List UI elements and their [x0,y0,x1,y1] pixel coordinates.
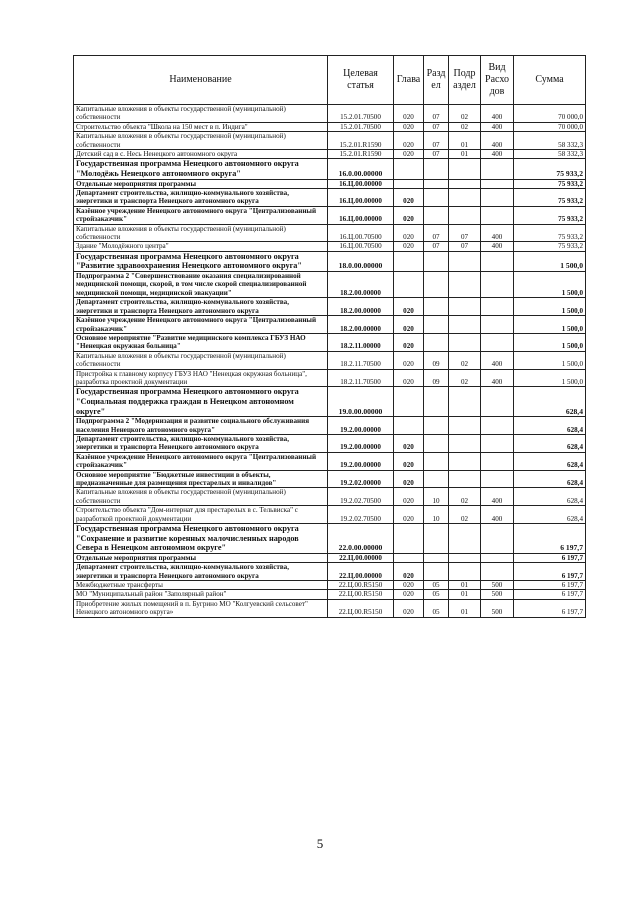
table-row [74,298,586,316]
row-chapter: 020 [394,132,424,150]
row-expense-type [481,206,514,224]
row-chapter: 020 [394,298,424,316]
row-subsection [449,434,481,452]
table-row [74,387,586,417]
row-chapter: 020 [394,150,424,159]
row-name: Приобретение жилых помещений в п. Бугрино МО "Колгуевский сельсовет" Ненецкого автономного округа» [74,599,328,617]
row-section [424,189,449,207]
header-section: Разд ел [424,56,449,105]
row-target: 22.Ц.00.R5150 [328,599,394,617]
row-subsection [449,417,481,435]
row-subsection: 07 [449,224,481,242]
row-chapter: 020 [394,316,424,334]
table-row [74,590,586,599]
row-name: МО "Муниципальный район "Заполярный район" [74,590,328,599]
row-expense-type: 500 [481,599,514,617]
row-amount: 75 933,2 [514,206,586,224]
row-expense-type: 400 [481,369,514,387]
row-expense-type [481,524,514,554]
row-subsection: 01 [449,590,481,599]
row-section [424,272,449,298]
row-target: 19.2.00.00000 [328,434,394,452]
row-section [424,298,449,316]
row-expense-type: 400 [481,150,514,159]
budget-table [73,55,586,618]
row-amount: 6 197,7 [514,599,586,617]
row-chapter: 020 [394,452,424,470]
row-subsection: 02 [449,351,481,369]
row-name: Департамент строительства, жилищно-коммунального хозяйства, энергетики и транспорта Ненецкого автономного округа [74,434,328,452]
row-chapter: 020 [394,242,424,251]
row-expense-type [481,387,514,417]
row-section: 10 [424,506,449,524]
header-expense-type: Вид Расхо дов [481,56,514,105]
row-name: Основное мероприятие "Развитие медицинского комплекса ГБУЗ НАО "Ненецкая окружная больница" [74,333,328,351]
row-section [424,470,449,488]
row-target: 18.2.00.00000 [328,316,394,334]
row-target: 18.2.11.00000 [328,333,394,351]
row-name: Государственная программа Ненецкого автономного округа "Социальная поддержка граждан в Ненецком автономном округе" [74,387,328,417]
table-row [74,224,586,242]
row-subsection [449,553,481,562]
table-row [74,251,586,271]
row-section [424,316,449,334]
row-subsection [449,387,481,417]
row-name: Департамент строительства, жилищно-коммунального хозяйства, энергетики и транспорта Ненецкого автономного округа [74,189,328,207]
row-amount: 628,4 [514,452,586,470]
row-name: Капитальные вложения в объекты государственной (муниципальной) собственности [74,132,328,150]
row-name: Казённое учреждение Ненецкого автономного округа "Централизованный стройзаказчик" [74,316,328,334]
row-chapter [394,179,424,188]
table-row [74,417,586,435]
row-expense-type [481,189,514,207]
row-chapter: 020 [394,470,424,488]
row-subsection [449,563,481,581]
row-name: Государственная программа Ненецкого автономного округа "Развитие здравоохранения Ненецкого автономного округа" [74,251,328,271]
row-name: Детский сад в с. Несь Ненецкого автономного округа [74,150,328,159]
row-section: 05 [424,599,449,617]
row-subsection: 02 [449,105,481,123]
row-amount: 58 332,3 [514,150,586,159]
row-amount: 628,4 [514,506,586,524]
row-expense-type: 500 [481,590,514,599]
budget-sheet [73,55,585,618]
table-row [74,179,586,188]
row-chapter [394,417,424,435]
row-amount: 58 332,3 [514,132,586,150]
row-section [424,524,449,554]
row-target: 15.2.01.70500 [328,105,394,123]
row-target: 18.2.00.00000 [328,298,394,316]
table-row [74,452,586,470]
row-name: Казённое учреждение Ненецкого автономного округа "Централизованный стройзаказчик" [74,206,328,224]
row-subsection [449,206,481,224]
row-subsection [449,470,481,488]
row-target: 22.Ц.00.R5150 [328,581,394,590]
row-name: Отдельные мероприятия программы [74,553,328,562]
row-section [424,553,449,562]
row-expense-type [481,316,514,334]
row-amount: 1 500,0 [514,333,586,351]
row-chapter: 020 [394,369,424,387]
header-amount: Сумма [514,56,586,105]
table-row [74,553,586,562]
row-subsection [449,316,481,334]
row-amount: 628,4 [514,488,586,506]
table-row [74,333,586,351]
row-amount: 628,4 [514,417,586,435]
table-row [74,369,586,387]
table-row [74,470,586,488]
row-name: Департамент строительства, жилищно-коммунального хозяйства, энергетики и транспорта Ненецкого автономного округа [74,298,328,316]
row-subsection [449,298,481,316]
header-subsection: Подр аздел [449,56,481,105]
row-amount: 1 500,0 [514,251,586,271]
row-expense-type [481,298,514,316]
row-name: Межбюджетные трансферты [74,581,328,590]
row-target: 15.2.01.R1590 [328,132,394,150]
row-subsection [449,159,481,179]
row-expense-type [481,553,514,562]
row-amount: 70 000,0 [514,122,586,131]
row-amount: 628,4 [514,434,586,452]
row-chapter [394,387,424,417]
row-section: 07 [424,105,449,123]
row-target: 16.Ц.00.00000 [328,206,394,224]
row-section: 07 [424,242,449,251]
row-target: 19.2.00.00000 [328,452,394,470]
table-row [74,189,586,207]
row-subsection [449,189,481,207]
row-target: 22.0.00.00000 [328,524,394,554]
table-row [74,524,586,554]
row-target: 19.2.00.00000 [328,417,394,435]
row-expense-type: 400 [481,351,514,369]
table-row [74,581,586,590]
row-expense-type: 400 [481,122,514,131]
row-section [424,179,449,188]
row-amount: 6 197,7 [514,553,586,562]
row-subsection: 01 [449,150,481,159]
row-name: Подпрограмма 2 "Модернизация и развитие социального обслуживания населения Ненецкого автономного округа" [74,417,328,435]
row-chapter: 020 [394,206,424,224]
header-name: Наименование [74,56,328,105]
row-expense-type: 400 [481,105,514,123]
row-chapter: 020 [394,122,424,131]
row-expense-type [481,251,514,271]
row-target: 18.2.11.70500 [328,351,394,369]
row-amount: 75 933,2 [514,159,586,179]
row-name: Строительство объекта "Дом-интернат для престарелых в с. Тельвиска" с разработкой проектной документации [74,506,328,524]
row-chapter: 020 [394,599,424,617]
row-subsection: 01 [449,581,481,590]
row-name: Государственная программа Ненецкого автономного округа "Сохранение и развитие коренных малочисленных народов Севера в Ненецком автономном округе" [74,524,328,554]
row-section: 07 [424,150,449,159]
row-subsection [449,272,481,298]
row-name: Основное мероприятие "Бюджетные инвестиции в объекты, предназначенные для размещения престарелых и инвалидов" [74,470,328,488]
table-row [74,122,586,131]
page-number: 5 [316,836,324,851]
row-target: 15.2.01.70500 [328,122,394,131]
table-row [74,506,586,524]
row-expense-type: 400 [481,506,514,524]
row-target: 22.Ц.00.00000 [328,553,394,562]
row-subsection [449,452,481,470]
row-section: 07 [424,132,449,150]
row-target: 22.Ц.00.00000 [328,563,394,581]
row-chapter [394,553,424,562]
row-name: Капитальные вложения в объекты государственной (муниципальной) собственности [74,351,328,369]
table-row [74,272,586,298]
row-amount: 6 197,7 [514,581,586,590]
header-chapter: Глава [394,56,424,105]
row-section [424,387,449,417]
row-expense-type: 500 [481,581,514,590]
row-chapter: 020 [394,351,424,369]
row-chapter: 020 [394,434,424,452]
table-header-row [74,56,586,105]
row-section [424,206,449,224]
row-name: Департамент строительства, жилищно-коммунального хозяйства, энергетики и транспорта Ненецкого автономного округа [74,563,328,581]
row-section: 05 [424,590,449,599]
row-expense-type [481,417,514,435]
row-expense-type [481,272,514,298]
table-row [74,488,586,506]
row-chapter: 020 [394,563,424,581]
row-name: Строительство объекта "Школа на 150 мест в п. Индига" [74,122,328,131]
row-chapter: 020 [394,105,424,123]
row-chapter: 020 [394,488,424,506]
row-target: 16.Ц.00.00000 [328,189,394,207]
row-subsection: 02 [449,488,481,506]
row-target: 19.2.02.70500 [328,488,394,506]
row-subsection [449,179,481,188]
row-target: 16.0.00.00000 [328,159,394,179]
row-section [424,434,449,452]
row-name: Казённое учреждение Ненецкого автономного округа "Централизованный стройзаказчик" [74,452,328,470]
row-chapter [394,524,424,554]
row-name: Здание "Молодёжного центра" [74,242,328,251]
row-subsection [449,524,481,554]
row-chapter: 020 [394,581,424,590]
row-target: 19.2.02.00000 [328,470,394,488]
row-amount: 75 933,2 [514,179,586,188]
row-chapter [394,272,424,298]
row-subsection [449,251,481,271]
row-name: Капитальные вложения в объекты государственной (муниципальной) собственности [74,224,328,242]
table-row [74,434,586,452]
table-row [74,316,586,334]
row-subsection: 07 [449,242,481,251]
row-amount: 1 500,0 [514,298,586,316]
row-section [424,417,449,435]
table-row [74,351,586,369]
row-name: Отдельные мероприятия программы [74,179,328,188]
header-target: Целевая статья [328,56,394,105]
row-amount: 70 000,0 [514,105,586,123]
row-amount: 1 500,0 [514,369,586,387]
row-chapter [394,251,424,271]
table-row [74,599,586,617]
row-expense-type [481,333,514,351]
row-amount: 75 933,2 [514,224,586,242]
row-amount: 628,4 [514,470,586,488]
row-name: Капитальные вложения в объекты государственной (муниципальной) собственности [74,488,328,506]
row-expense-type: 400 [481,488,514,506]
row-target: 19.0.00.00000 [328,387,394,417]
row-expense-type [481,470,514,488]
row-target: 16.Ц.00.00000 [328,179,394,188]
row-target: 22.Ц.00.R5150 [328,590,394,599]
row-subsection: 01 [449,599,481,617]
row-chapter: 020 [394,189,424,207]
row-chapter: 020 [394,333,424,351]
row-section [424,251,449,271]
row-target: 16.Ц.00.70500 [328,224,394,242]
table-row [74,563,586,581]
row-expense-type [481,434,514,452]
row-expense-type: 400 [481,242,514,251]
row-subsection: 02 [449,369,481,387]
row-amount: 6 197,7 [514,563,586,581]
row-expense-type: 400 [481,132,514,150]
row-target: 15.2.01.R1590 [328,150,394,159]
row-section: 05 [424,581,449,590]
row-subsection [449,333,481,351]
table-row [74,105,586,123]
row-expense-type [481,179,514,188]
row-amount: 628,4 [514,387,586,417]
row-target: 18.2.11.70500 [328,369,394,387]
row-section [424,452,449,470]
row-amount: 1 500,0 [514,316,586,334]
row-subsection: 01 [449,132,481,150]
row-section: 07 [424,224,449,242]
row-amount: 75 933,2 [514,242,586,251]
row-name: Государственная программа Ненецкого автономного округа "Молодёжь Ненецкого автономного округа" [74,159,328,179]
row-target: 18.2.00.00000 [328,272,394,298]
row-amount: 6 197,7 [514,524,586,554]
row-section [424,159,449,179]
table-row [74,150,586,159]
row-amount: 1 500,0 [514,272,586,298]
row-expense-type [481,159,514,179]
row-expense-type [481,563,514,581]
row-amount: 75 933,2 [514,189,586,207]
row-section: 07 [424,122,449,131]
row-chapter: 020 [394,506,424,524]
row-section: 09 [424,369,449,387]
row-amount: 6 197,7 [514,590,586,599]
row-chapter: 020 [394,224,424,242]
row-section [424,563,449,581]
row-name: Пристройка к главному корпусу ГБУЗ НАО "Ненецкая окружная больница", разработка проектной документации [74,369,328,387]
row-name: Капитальные вложения в объекты государственной (муниципальной) собственности [74,105,328,123]
row-section: 09 [424,351,449,369]
row-expense-type [481,452,514,470]
row-subsection: 02 [449,506,481,524]
table-row [74,206,586,224]
row-subsection: 02 [449,122,481,131]
row-chapter [394,159,424,179]
row-target: 16.Ц.00.70500 [328,242,394,251]
row-target: 18.0.00.00000 [328,251,394,271]
row-section [424,333,449,351]
row-expense-type: 400 [481,224,514,242]
row-chapter: 020 [394,590,424,599]
row-name: Подпрограмма 2 "Совершенствование оказания специализированной медицинской помощи, скорой, в том числе скорой специализированной медицинской помощи, медицинской эвакуации" [74,272,328,298]
table-row [74,159,586,179]
row-target: 19.2.02.70500 [328,506,394,524]
table-row [74,132,586,150]
table-row [74,242,586,251]
row-section: 10 [424,488,449,506]
row-amount: 1 500,0 [514,351,586,369]
